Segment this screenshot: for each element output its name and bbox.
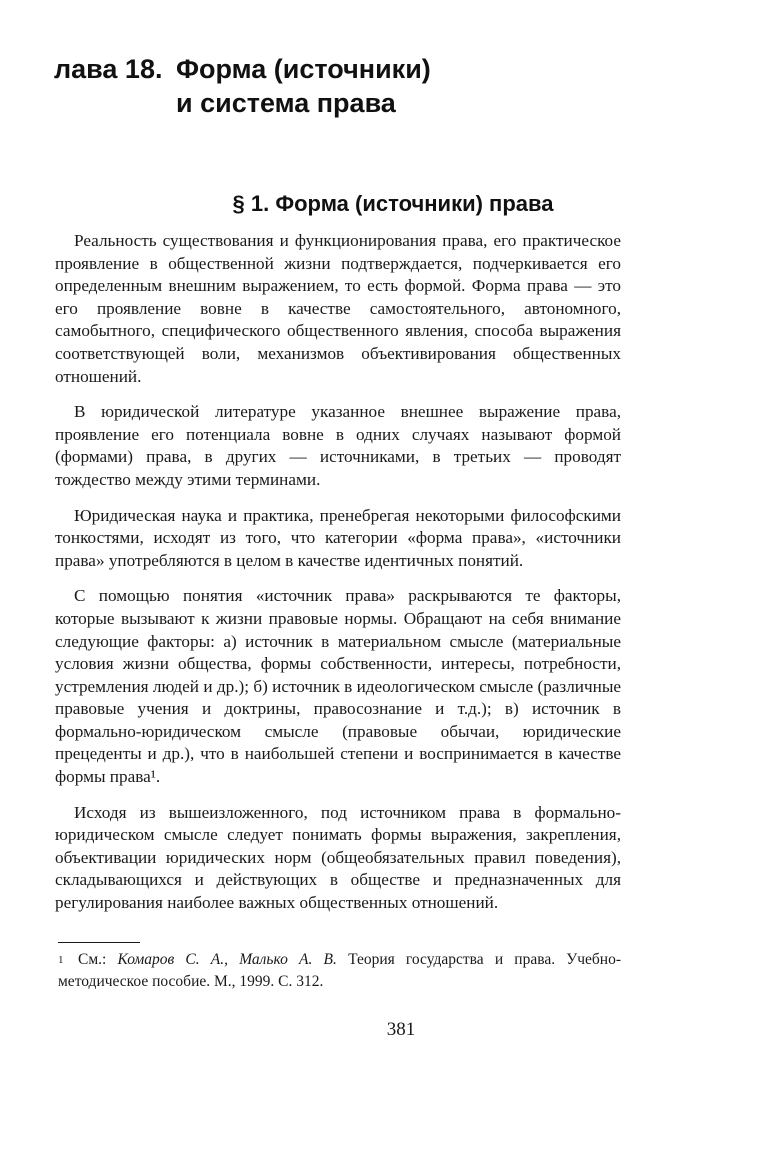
paragraph-2: В юридической литературе указанное внешнее выражение права, проявление его потенциала вовне в одних случаях называют формой (формами) права, в других — источниками, в третьих — проводят тождество между этими терминами.	[55, 402, 621, 489]
body-text	[55, 230, 621, 915]
footnote-authors: Комаров С. А., Малько А. В.	[117, 951, 337, 968]
footnote-divider	[58, 942, 140, 943]
chapter-heading	[54, 52, 514, 120]
section-title: § 1. Форма (источники) права	[232, 191, 554, 216]
chapter-heading-line1	[54, 52, 514, 86]
paragraph-4: С помощью понятия «источник права» раскрываются те факторы, которые вызывают к жизни правовые нормы. Обращают на себя внимание следующие факторы: а) источник в материальном смысле (материальные условия жизни общества, формы собственности, интересы, потребности, устремления людей и др.); б) источник в идеологическом смысле (различные правовые учения и доктрины, правосознание и т.д.); в) источник в формально-юридическом смысле (правовые обычаи, юридические прецеденты и др.), что в наибольшей степени и воспринимается в качестве формы права¹.	[55, 586, 621, 787]
chapter-title-line1: Форма (источники)	[176, 54, 431, 84]
footnote-prefix: См.:	[78, 951, 118, 968]
footnote-mark: 1	[58, 954, 64, 966]
chapter-number: лава 18.	[54, 54, 163, 84]
paragraph-5: Исходя из вышеизложенного, под источником права в формально-юридическом смысле следует понимать формы выражения, закрепления, объективации юридических норм (общеобязательных правил поведения), складывающихся и действующих в обществе и предназначенных для регулирования наиболее важных общественных отношений.	[55, 802, 621, 913]
page-number: 381	[386, 1019, 416, 1040]
paragraph-3: Юридическая наука и практика, пренебрегая некоторыми философскими тонкостями, исходят из того, что категории «форма права», «источники права» употребляются в целом в качестве идентичных понятий.	[55, 505, 621, 570]
chapter-title-line2: и система права	[176, 88, 396, 118]
footnote	[58, 949, 621, 993]
paragraph-1: Реальность существования и функционирования права, его практическое проявление в общественной жизни подтверждается, подчеркивается его определенным внешним выражением, то есть формой. Форма права — это его проявление вовне в качестве самостоятельного, автономного, самобытного, специфического общественного явления, способа выражения соответствующей воли, механизмов объективирования общественных отношений.	[55, 231, 621, 386]
footnote-citation: Теория государства и права. Учебно-методическое пособие. М., 1999. С. 312.	[58, 951, 622, 990]
